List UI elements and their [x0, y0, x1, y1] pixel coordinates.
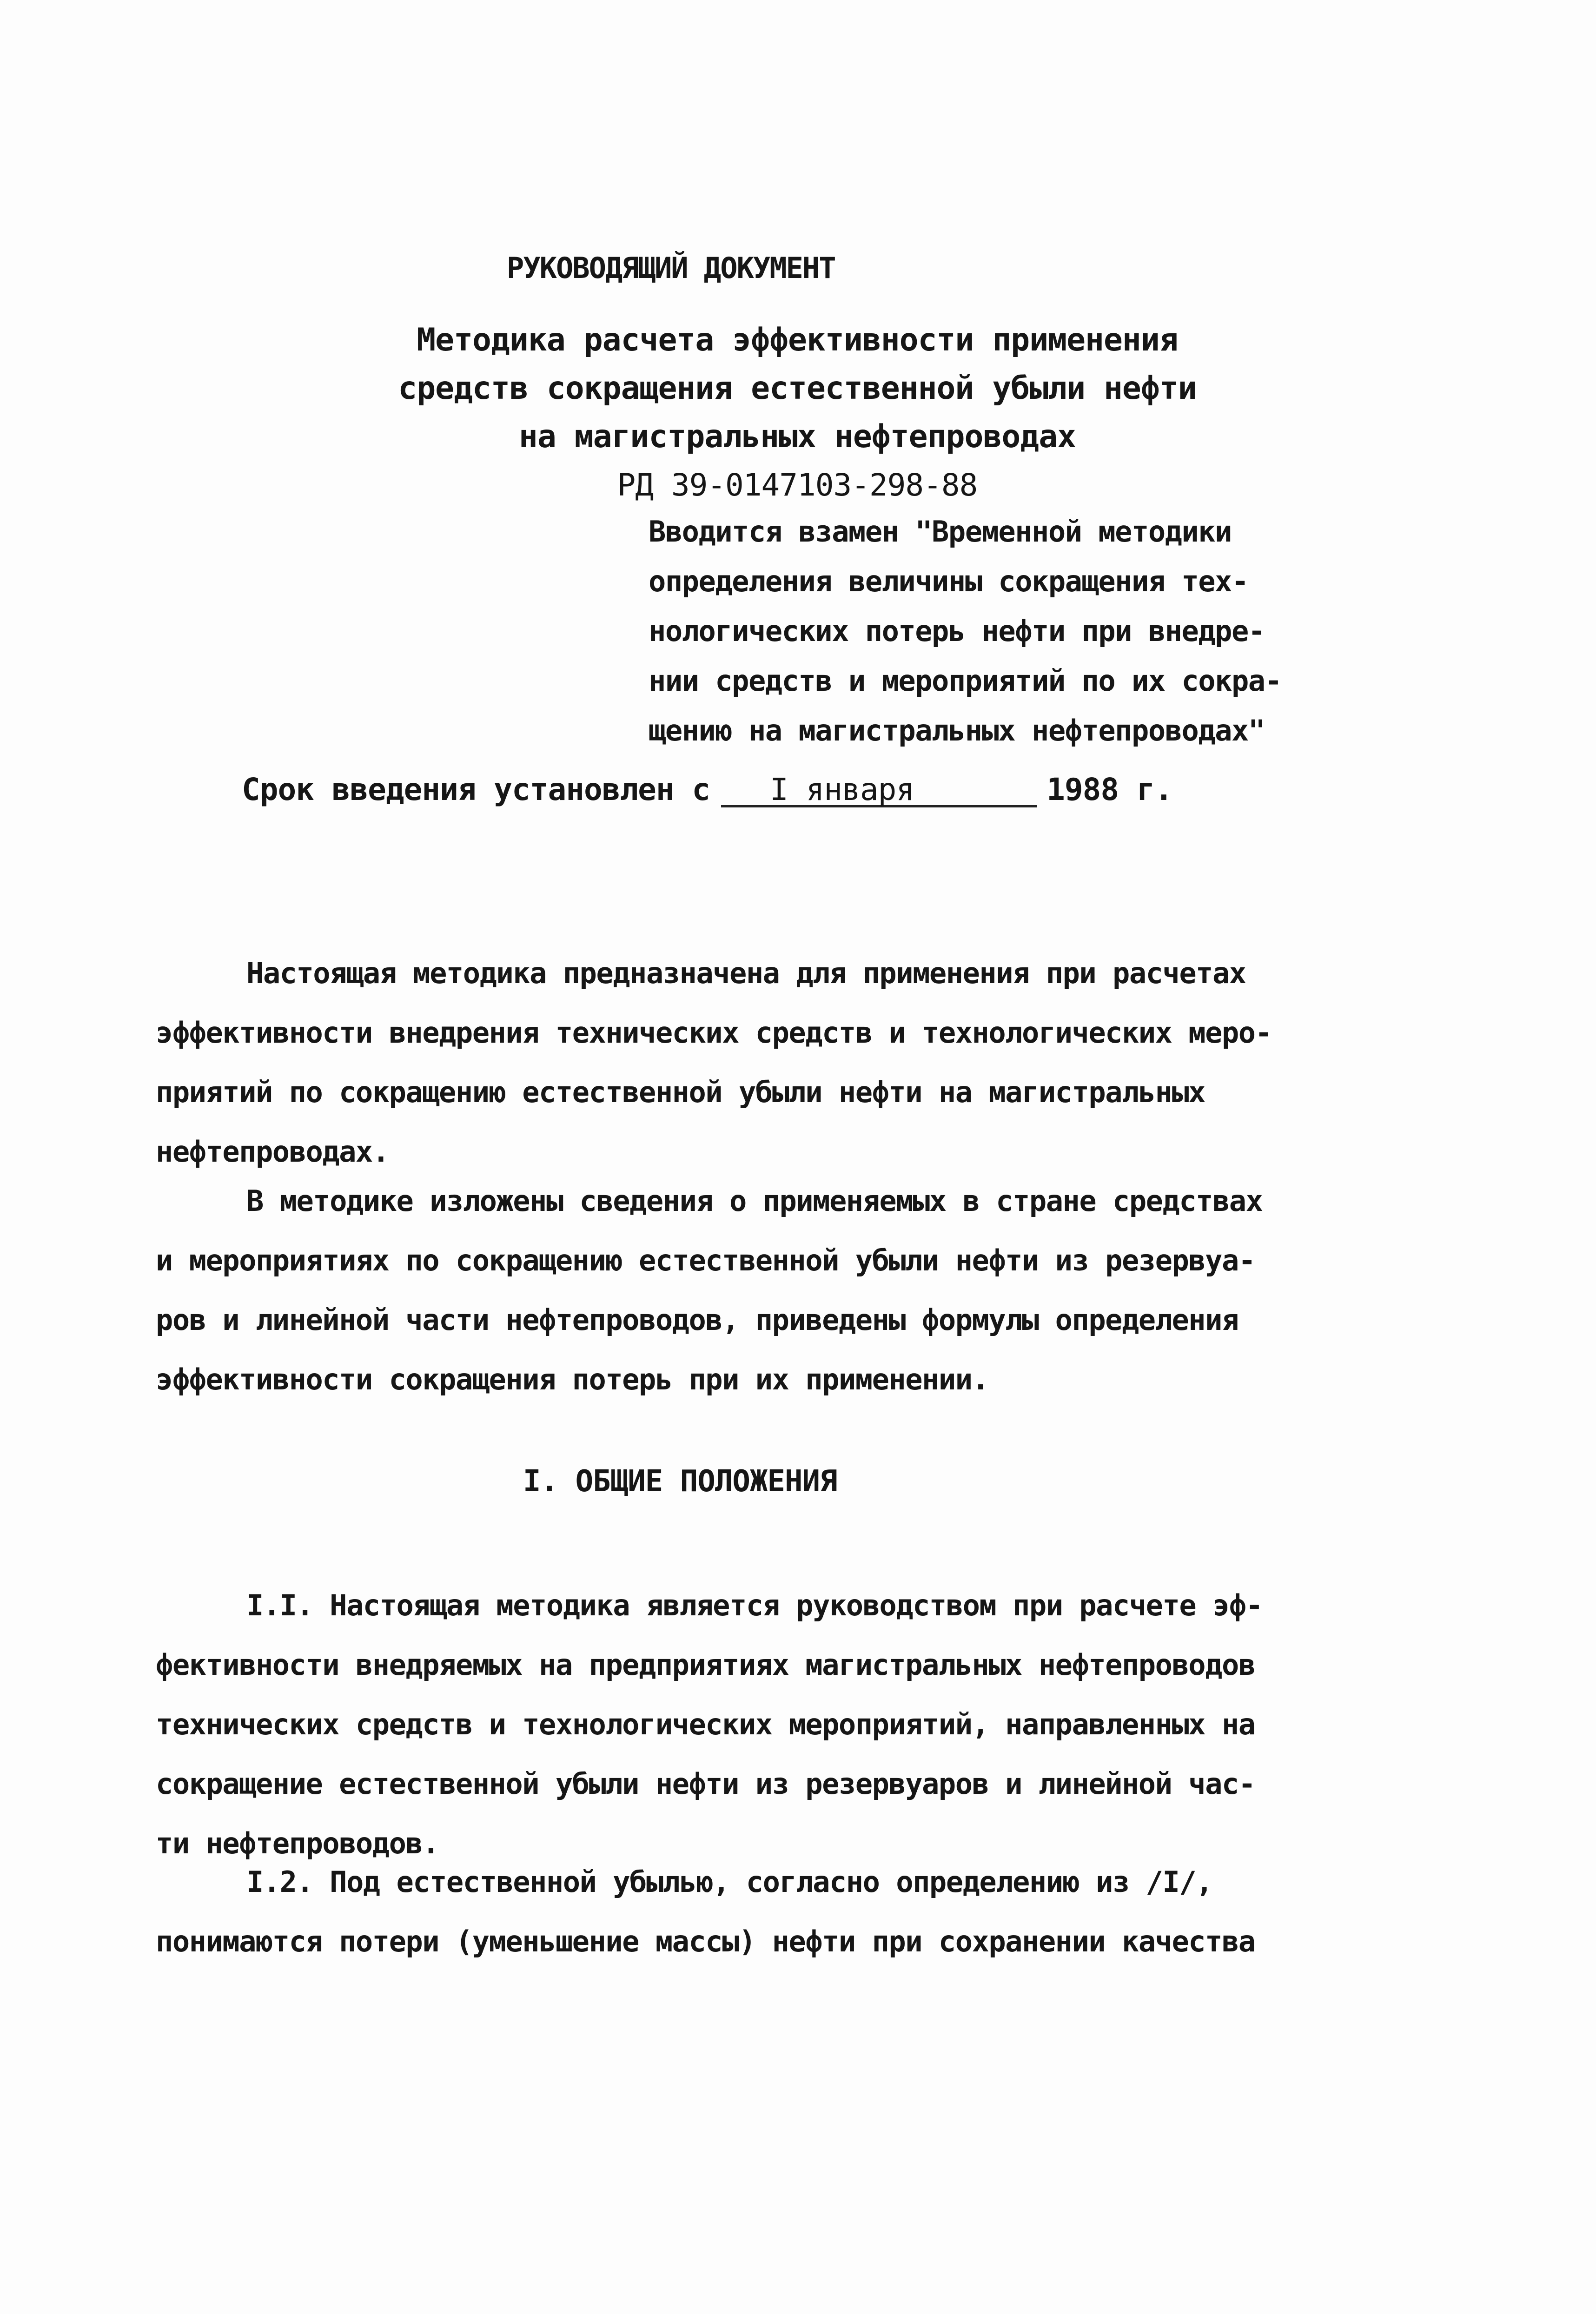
- title-line: средств сокращения естественной убыли нефти: [398, 370, 1197, 407]
- effective-date-value: I января: [770, 772, 914, 807]
- document-type-heading: РУКОВОДЯЩИЙ ДОКУМЕНТ: [507, 251, 835, 285]
- replaces-line: Вводится взамен "Временной методики: [649, 515, 1232, 549]
- replaces-line: нии средств и мероприятий по их сокра-: [649, 664, 1282, 698]
- title-line: на магистральных нефтепроводах: [518, 418, 1076, 455]
- effective-date-line: [242, 772, 1172, 807]
- document-title: [298, 316, 1297, 509]
- intro-paragraph-1: [156, 944, 1346, 1182]
- clause-1-1: [156, 1576, 1346, 1873]
- text-line: ти нефтепроводов.: [156, 1826, 439, 1860]
- replaces-line: нологических потерь нефти при внедре-: [649, 614, 1265, 648]
- text-line: I.2. Под естественной убылью, согласно определению из /I/,: [246, 1865, 1212, 1899]
- text-line: эффективности внедрения технических средств и технологических меро-: [156, 1016, 1272, 1050]
- text-line: ров и линейной части нефтепроводов, приведены формулы определения: [156, 1303, 1238, 1337]
- title-line: Методика расчета эффективности применения: [417, 322, 1178, 358]
- text-line: фективности внедряемых на предприятиях магистральных нефтепроводов: [156, 1648, 1255, 1682]
- effective-date-field: [721, 774, 1037, 807]
- text-line: нефтепроводах.: [156, 1135, 389, 1169]
- text-line: Настоящая методика предназначена для применения при расчетах: [246, 956, 1246, 990]
- effective-year: 1988 г.: [1046, 772, 1173, 807]
- text-line: понимаются потери (уменьшение массы) нефти при сохранении качества: [156, 1924, 1255, 1958]
- text-line: эффективности сокращения потерь при их применении.: [156, 1362, 989, 1396]
- text-line: технических средств и технологических мероприятий, направленных на: [156, 1707, 1255, 1741]
- text-line: и мероприятиях по сокращению естественной убыли нефти из резервуа-: [156, 1243, 1255, 1277]
- clause-1-2: [156, 1852, 1346, 1971]
- text-line: приятий по сокращению естественной убыли нефти на магистральных: [156, 1075, 1205, 1109]
- text-line: I.I. Настоящая методика является руководством при расчете эф-: [246, 1588, 1263, 1622]
- replaces-line: щению на магистральных нефтепроводах": [649, 714, 1265, 747]
- replaces-line: определения величины сокращения тех-: [649, 564, 1248, 598]
- intro-paragraph-2: [156, 1171, 1346, 1409]
- replaces-note: [649, 507, 1346, 755]
- effective-date-label: Срок введения установлен с: [242, 772, 710, 807]
- document-code: РД 39-0147103-298-88: [617, 467, 978, 503]
- text-line: сокращение естественной убыли нефти из резервуаров и линейной час-: [156, 1767, 1255, 1801]
- section-title: I. ОБЩИЕ ПОЛОЖЕНИЯ: [523, 1464, 837, 1499]
- text-line: В методике изложены сведения о применяемых в стране средствах: [246, 1184, 1263, 1218]
